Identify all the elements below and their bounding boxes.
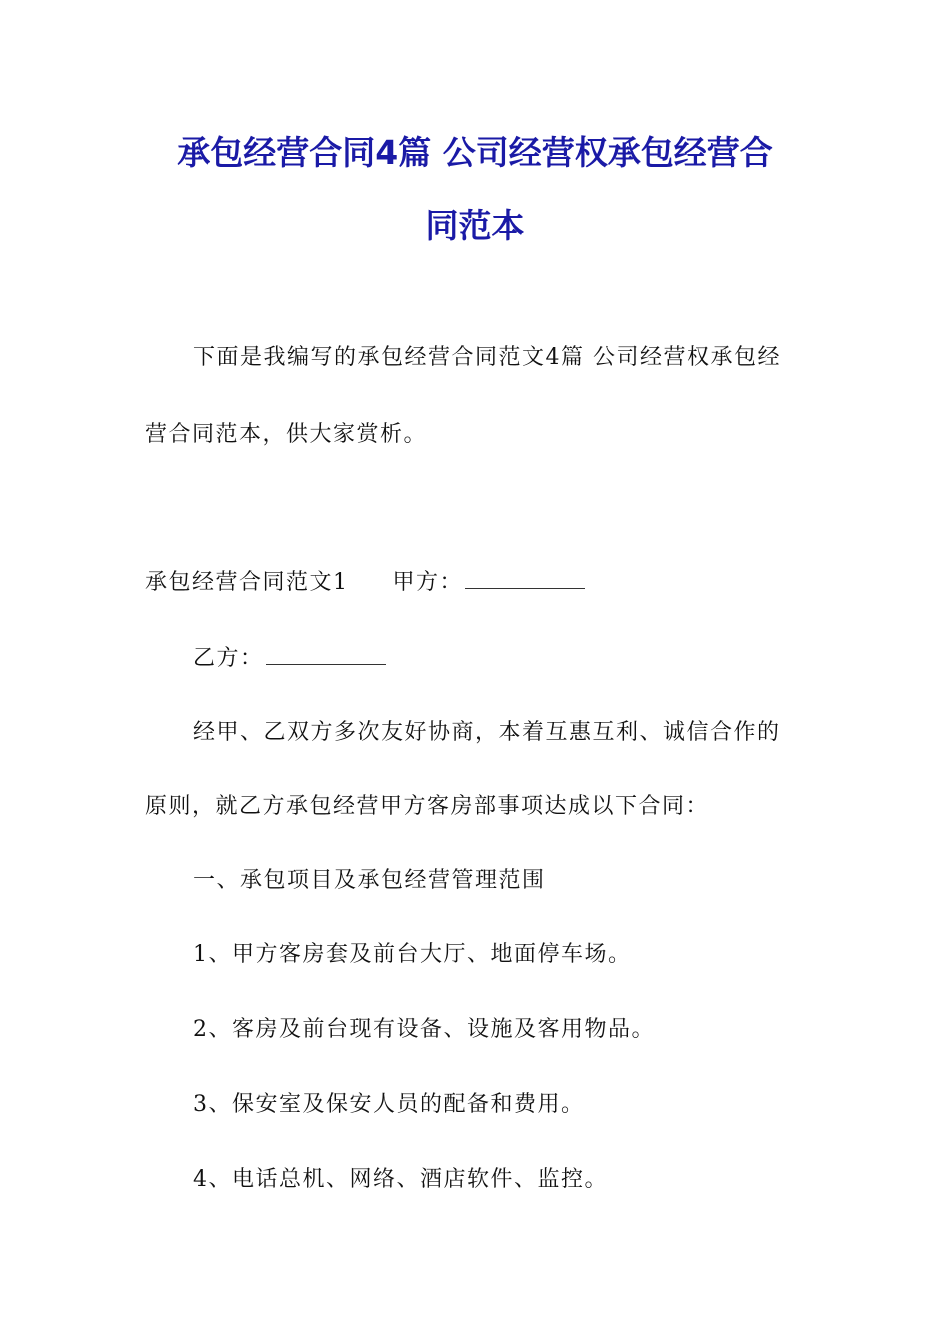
para1-line-1: 经甲、乙双方多次友好协商，本着互惠互利、诚信合作的 [193,720,781,745]
intro-line-1: 下面是我编写的承包经营合同范文4篇 公司经营权承包经 [193,345,781,370]
list-item: 3、保安室及保安人员的配备和费用。 [193,1092,585,1117]
party-a-label: 甲方： [392,570,464,595]
list-item: 1、甲方客房套及前台大厅、地面停车场。 [193,942,632,967]
list-item: 4、电话总机、网络、酒店软件、监控。 [193,1167,608,1192]
document-title-line-1: 承包经营合同4篇 公司经营权承包经营合 [177,133,773,172]
party-b-row [193,644,386,674]
party-b-blank [266,646,386,665]
section-heading: 承包经营合同范文1 [145,570,349,595]
para1-line-2: 原则，就乙方承包经营甲方客房部事项达成以下合同： [145,794,710,819]
party-b-label: 乙方： [193,646,264,671]
party-a-blank [465,570,585,589]
list-item: 2、客房及前台现有设备、设施及客用物品。 [193,1017,655,1042]
section-heading-row [145,568,585,598]
intro-line-2: 营合同范本，供大家赏析。 [145,422,428,447]
document-title-line-2: 同范本 [425,206,525,245]
clause1-title: 一、承包项目及承包经营管理范围 [193,868,546,893]
